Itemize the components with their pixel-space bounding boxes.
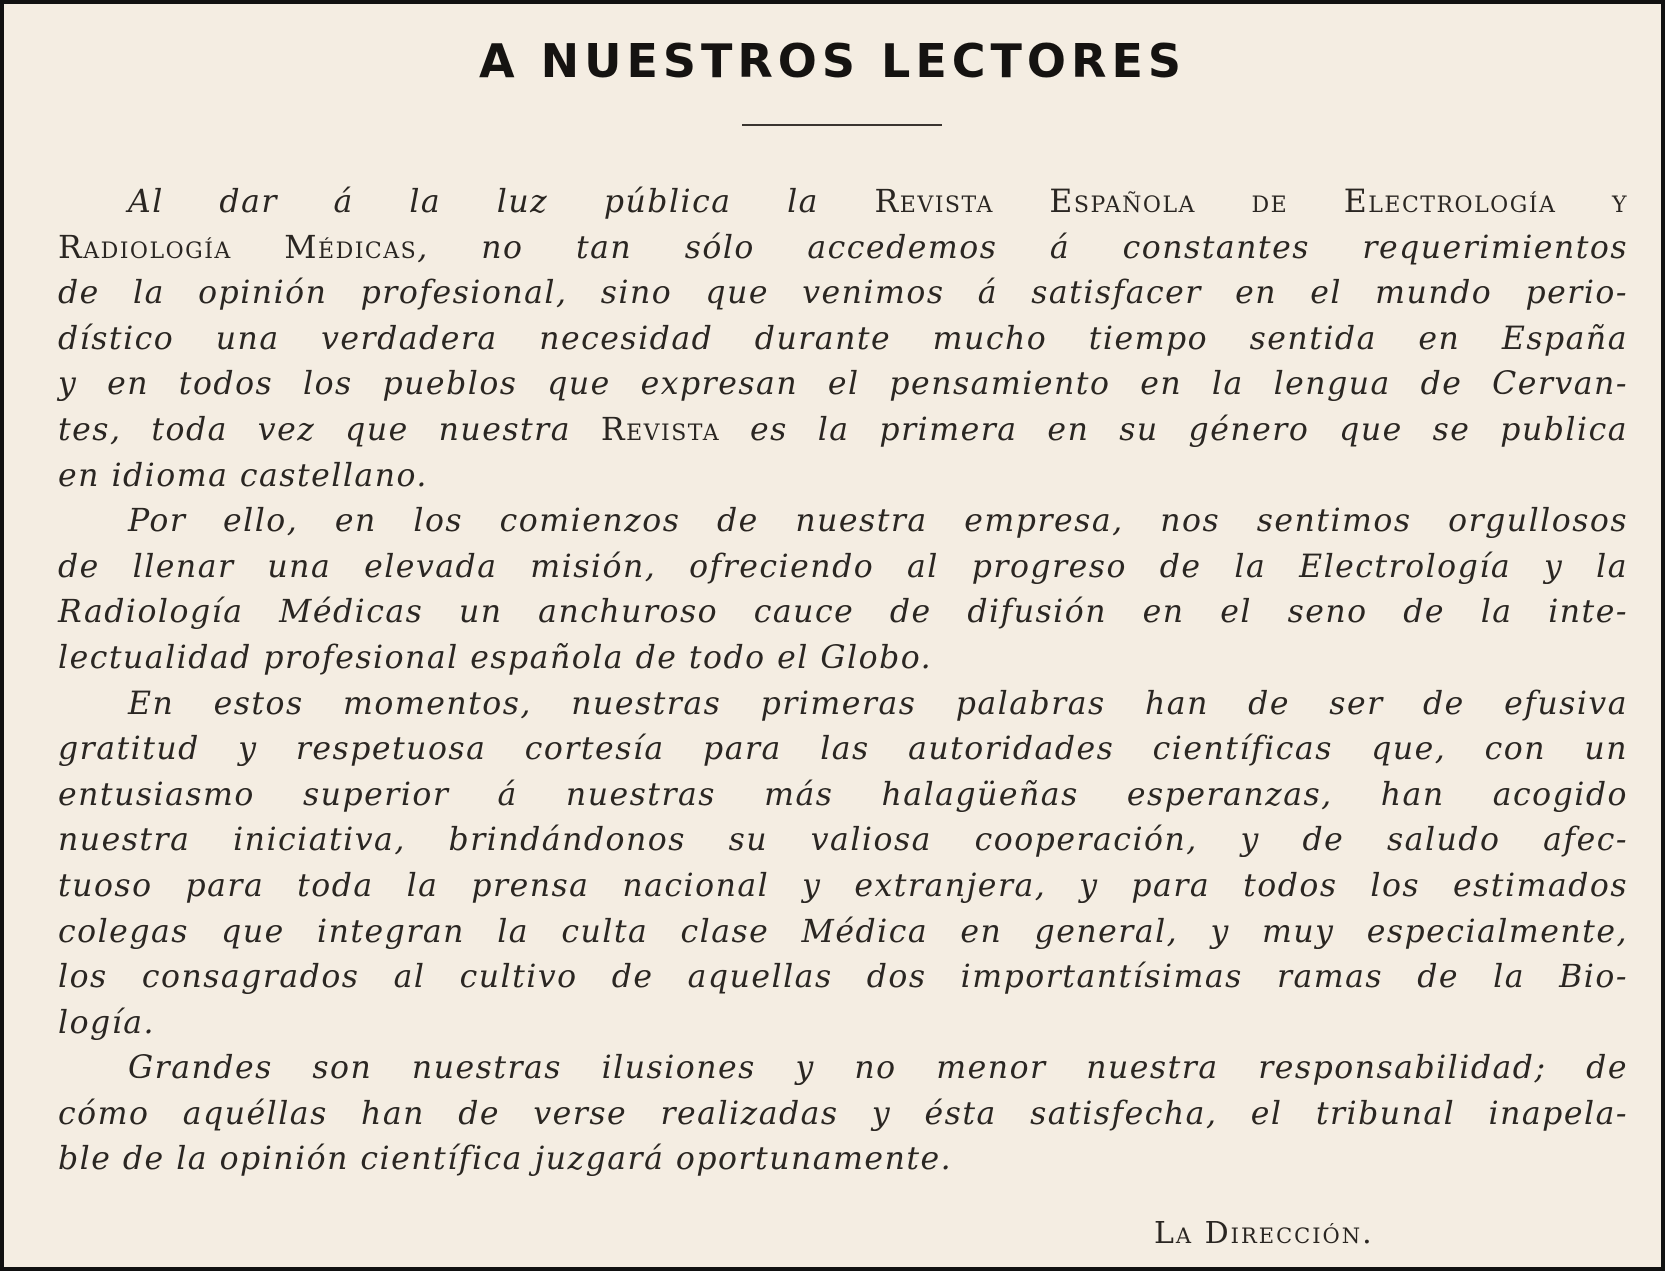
text-run: cómo aquéllas han de verse realizadas y ésta satisfecha, el tribunal inapela- <box>58 1095 1628 1132</box>
text-line <box>58 818 1628 864</box>
text-line <box>58 362 1628 408</box>
text-line <box>58 499 1628 545</box>
text-run: entusiasmo superior á nuestras más halagüeñas esperanzas, han acogido <box>58 776 1628 813</box>
signature: La Dirección. <box>1154 1216 1374 1251</box>
text-run: gratitud y respetuosa cortesía para las autoridades científicas que, con un <box>58 731 1628 768</box>
text-run: colegas que integran la culta clase Médica en general, y muy especialmente, <box>58 913 1628 950</box>
text-line <box>58 1046 1628 1092</box>
text-run: Al dar á la luz pública la <box>128 184 875 220</box>
text-run: ble de la opinión científica juzgará oportunamente. <box>58 1141 953 1178</box>
text-line <box>58 590 1628 636</box>
text-line <box>58 271 1628 317</box>
text-line <box>58 955 1628 1001</box>
text-run: Por ello, en los comienzos de nuestra empresa, nos sentimos orgullosos <box>128 503 1628 540</box>
text-line <box>58 454 1628 500</box>
text-run: lectualidad profesional española de todo el Globo. <box>58 639 933 676</box>
page-title: A NUESTROS LECTORES <box>478 34 1186 88</box>
text-run: tes, toda vez que nuestra <box>58 411 601 448</box>
text-run: logía. <box>58 1004 156 1041</box>
text-line <box>58 864 1628 910</box>
text-run: de la opinión profesional, sino que venimos á satisfacer en el mundo perio- <box>58 275 1628 312</box>
text-run: es la primera en su género que se publica <box>720 411 1628 448</box>
text-run: dístico una verdadera necesidad durante mucho tiempo sentida en España <box>58 320 1628 357</box>
text-line <box>58 180 1628 226</box>
text-run: En estos momentos, nuestras primeras palabras han de ser de efusiva <box>128 685 1628 722</box>
text-line <box>58 910 1628 956</box>
text-run: los consagrados al cultivo de aquellas dos importantísimas ramas de la Bio- <box>58 959 1628 996</box>
text-run: en idioma castellano. <box>58 457 428 494</box>
small-caps-run: Revista Española de Electrología y <box>874 184 1628 220</box>
text-run: , no tan sólo accedemos á constantes requerimientos <box>417 229 1628 266</box>
text-run: de llenar una elevada misión, ofreciendo al progreso de la Electrología y la <box>58 548 1628 585</box>
article-body <box>58 180 1628 1183</box>
text-run: nuestra iniciativa, brindándonos su valiosa cooperación, y de saludo afec- <box>58 822 1628 859</box>
text-line <box>58 1092 1628 1138</box>
text-run: Radiología Médicas un anchuroso cauce de difusión en el seno de la inte- <box>58 594 1628 631</box>
text-run: tuoso para toda la prensa nacional y extranjera, y para todos los estimados <box>58 867 1628 904</box>
text-line <box>58 682 1628 728</box>
small-caps-run: Revista <box>600 411 721 448</box>
text-run: y en todos los pueblos que expresan el pensamiento en la lengua de Cervan- <box>58 366 1628 403</box>
text-line <box>58 545 1628 591</box>
small-caps-run: Radiología Médicas <box>58 229 418 266</box>
text-line <box>58 408 1628 454</box>
text-line <box>58 636 1628 682</box>
text-run: Grandes son nuestras ilusiones y no menor nuestra responsabilidad; de <box>128 1050 1628 1087</box>
text-line <box>58 773 1628 819</box>
text-line <box>58 226 1628 272</box>
text-line <box>58 317 1628 363</box>
text-line <box>58 1137 1628 1183</box>
text-line <box>58 1001 1628 1047</box>
title-divider <box>742 124 942 126</box>
text-line <box>58 727 1628 773</box>
